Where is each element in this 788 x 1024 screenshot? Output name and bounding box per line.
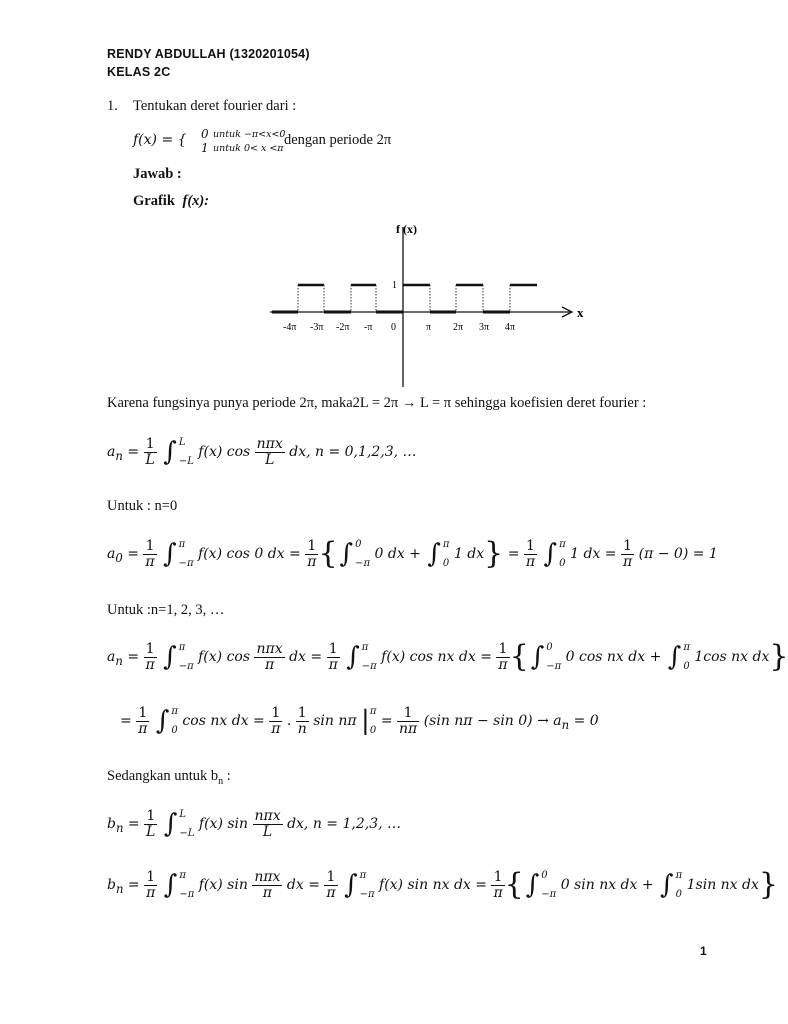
func-lhs: f(x) = { (133, 132, 187, 148)
denominator: π (145, 656, 155, 673)
tick-label: π (426, 322, 432, 333)
denominator: L (262, 823, 273, 840)
lower-limit: 0 (369, 725, 377, 736)
integral-sign: ∫ (346, 642, 360, 672)
lower-limit: 0 (171, 725, 178, 736)
denominator: L (265, 451, 275, 468)
integral-limits (683, 638, 690, 676)
numerator: 1 (397, 706, 419, 722)
integral-limits (179, 535, 194, 573)
integrand-cosnx: f(x) cos nx dx = (381, 649, 492, 665)
tick-label: -π (364, 322, 373, 333)
an-computation-line1 (107, 638, 788, 676)
integral-limits (179, 866, 194, 904)
numerator: 1 (305, 539, 318, 555)
lower-limit: −π (546, 661, 562, 672)
period-text: dengan periode 2π (284, 132, 392, 148)
denominator: π (146, 884, 156, 901)
denominator: n (297, 720, 307, 737)
upper-limit: π (361, 642, 369, 653)
denominator: L (145, 451, 155, 468)
denominator: nπ (399, 720, 418, 737)
an-subscript: n (115, 448, 123, 463)
zero-term: 0 cos nx dx + (565, 649, 662, 665)
lower-limit: −π (178, 558, 194, 569)
fraction-npix-over-L (255, 437, 285, 467)
integral-limits (179, 638, 194, 676)
an-general-formula (107, 433, 417, 471)
class-label: KELAS 2C (107, 65, 171, 79)
jawab-label: Jawab : (133, 166, 182, 182)
integrand-cosnx: cos nx dx = (182, 713, 265, 729)
tick-label: -2π (336, 322, 350, 333)
denominator: π (138, 720, 148, 737)
integrand: f(x) sin (198, 816, 249, 832)
one-term: 1cos nx dx (694, 649, 770, 665)
integral-sign: ∫ (543, 539, 558, 569)
lower-limit: −π (179, 889, 195, 900)
a0-computation (107, 535, 718, 573)
bn-intro-sub: n (218, 775, 224, 787)
a0-subscript: 0 (115, 550, 123, 565)
integral-limits (559, 535, 566, 573)
equals: = (120, 713, 137, 729)
upper-limit: π (369, 706, 377, 717)
numerator: 1 (269, 706, 282, 722)
integrand: f(x) cos (198, 444, 251, 460)
an-result-end: = 0 (569, 713, 599, 729)
denominator: π (622, 553, 633, 570)
integral-sign: ∫ (427, 539, 441, 569)
upper-limit: π (559, 539, 566, 550)
denominator: π (264, 656, 275, 673)
fraction-1-over-pi (324, 870, 337, 900)
bn-intro-end: : (223, 768, 231, 784)
denominator: π (307, 553, 317, 570)
right-brace: } (769, 639, 788, 674)
period-explanation: Karena fungsinya punya periode 2π, maka2L = 2π → L = π sehingga koefisien deret fourier : (107, 395, 647, 411)
zero-term: 0 dx + (374, 546, 421, 562)
integrand: f(x) cos 0 dx = (198, 546, 301, 562)
a-symbol: a (107, 546, 116, 562)
case0-condition: untuk −π<x<0 (213, 129, 286, 140)
denominator: π (328, 656, 338, 673)
integral-sign: ∫ (163, 870, 178, 900)
numerator: nπx (256, 640, 283, 657)
upper-limit: π (683, 642, 690, 653)
integral-limits (443, 535, 450, 573)
numerator: 1 (144, 870, 157, 886)
numerator: 1 (296, 706, 309, 722)
an-result: (sin nπ − sin 0) → a (423, 713, 562, 729)
bn-symbol: b (107, 877, 116, 893)
integral-sign: ∫ (525, 870, 540, 900)
dx-equals: dx = (286, 877, 325, 893)
integral-limits (546, 638, 561, 676)
integral-sign: ∫ (667, 642, 682, 672)
fraction-1-over-pi (269, 706, 282, 736)
equals: = (123, 877, 145, 893)
integral-limits (541, 866, 556, 904)
upper-limit: 0 (541, 870, 548, 881)
lower-limit: 0 (559, 558, 566, 569)
denominator: π (498, 656, 508, 673)
fraction-1-over-npi (397, 706, 419, 736)
fraction-1-over-n (296, 706, 309, 736)
case0-value: 0 (201, 127, 209, 141)
numerator: 1 (327, 642, 340, 658)
case-n0-label: Untuk : n=0 (107, 498, 178, 514)
upper-limit: π (675, 870, 683, 881)
page-number: 1 (700, 944, 707, 958)
integral-limits (355, 535, 370, 573)
problem-number: 1. (107, 98, 118, 114)
integral-sign: ∫ (163, 642, 177, 672)
upper-limit: L (178, 437, 186, 448)
denominator: π (145, 553, 155, 570)
integral-sign: ∫ (163, 809, 178, 839)
integrand: f(x) sin (198, 877, 248, 893)
an-computation-line2 (120, 702, 599, 740)
tick-label: 3π (479, 322, 490, 333)
fraction-1-over-L (144, 437, 157, 467)
numerator: nπx (254, 807, 281, 824)
tick-label: 4π (505, 322, 516, 333)
numerator: 1 (491, 870, 504, 886)
integral-limits (676, 866, 683, 904)
denominator: π (525, 553, 536, 570)
lower-limit: −π (178, 661, 194, 672)
equals: = (122, 444, 144, 460)
numerator: 1 (621, 539, 634, 555)
integrand-sinnx: f(x) sin nx dx = (379, 877, 487, 893)
upper-limit: 0 (355, 539, 362, 550)
grafik-func: f(x): (182, 193, 210, 209)
numerator: 1 (496, 642, 509, 658)
one-term: 1 dx (570, 546, 601, 562)
student-name: RENDY ABDULLAH (1320201054) (107, 47, 310, 61)
grafik-word: Grafik (133, 193, 175, 209)
dx-equals: dx = (289, 649, 327, 665)
square-wave-graph (260, 215, 600, 390)
integral-limits (360, 866, 375, 904)
case1-condition: untuk 0< x <π (213, 143, 284, 154)
upper-limit: π (171, 706, 178, 717)
index-range: dx, n = 0,1,2,3, … (289, 444, 417, 460)
fraction-1-over-pi (305, 539, 318, 569)
integral-limits (362, 638, 377, 676)
zero-term: 0 sin nx dx + (560, 877, 654, 893)
equals: = (376, 713, 398, 729)
case-n-label: Untuk :n=1, 2, 3, … (107, 602, 225, 618)
tick-label: 0 (391, 322, 396, 333)
numerator: 1 (524, 539, 537, 555)
upper-limit: π (178, 539, 186, 550)
integral-sign: ∫ (163, 539, 177, 569)
fraction-1-over-pi (496, 642, 509, 672)
equals: = (503, 546, 524, 562)
case1-value: 1 (201, 141, 209, 155)
numerator: 1 (143, 539, 156, 555)
denominator: π (271, 720, 281, 737)
numerator: 1 (144, 437, 157, 453)
fraction-1-over-pi (144, 870, 157, 900)
numerator: 1 (324, 870, 337, 886)
index-range: dx, n = 1,2,3, … (287, 816, 402, 832)
bn-computation (107, 866, 778, 904)
numerator: 1 (136, 706, 149, 722)
lower-limit: −L (178, 456, 194, 467)
integrand: f(x) cos (198, 649, 251, 665)
lower-limit: −L (179, 828, 195, 839)
bn-subscript: n (115, 820, 124, 835)
right-brace: } (758, 867, 778, 902)
tick-label: -3π (310, 322, 324, 333)
lower-limit: −π (361, 661, 377, 672)
numerator: nπx (254, 868, 281, 885)
y-axis-label: f (x) (396, 222, 417, 236)
lower-limit: 0 (442, 558, 450, 569)
an-subscript: n (561, 717, 570, 732)
upper-limit: π (179, 870, 186, 881)
fraction-npix-over-pi (254, 642, 284, 672)
lower-limit: 0 (675, 889, 682, 900)
numerator: 1 (144, 809, 157, 825)
right-brace: } (484, 536, 504, 571)
fraction-npix-over-pi (252, 870, 282, 900)
fraction-1-over-pi (327, 642, 340, 672)
one-term: 1sin nx dx (686, 877, 759, 893)
a0-result: (π − 0) = 1 (638, 546, 718, 562)
bn-general-formula (107, 805, 401, 843)
equals: = (123, 816, 145, 832)
fraction-1-over-pi (491, 870, 504, 900)
denominator: π (493, 884, 503, 901)
x-tick-labels (283, 322, 515, 333)
upper-limit: π (442, 539, 450, 550)
tick-label: -4π (283, 322, 297, 333)
integral-limits (171, 702, 178, 740)
left-brace: { (504, 867, 524, 902)
integral-sign: ∫ (339, 539, 354, 569)
integral-limits (179, 805, 194, 843)
an-symbol: a (107, 649, 116, 665)
equals: = (122, 546, 144, 562)
dot: . (282, 713, 292, 729)
numerator: 1 (144, 642, 157, 658)
fraction-1-over-pi (143, 539, 156, 569)
fraction-1-over-pi (144, 642, 157, 672)
integral-sign: ∫ (530, 642, 545, 672)
bn-intro (107, 768, 231, 787)
evaluation-bar: | (361, 706, 370, 736)
bn-symbol: b (107, 816, 116, 832)
upper-limit: 0 (546, 642, 553, 653)
fraction-1-over-pi (524, 539, 537, 569)
lower-limit: −π (355, 558, 371, 569)
one-term: 1 dx (453, 546, 485, 562)
equals: = (122, 649, 144, 665)
upper-limit: L (179, 809, 187, 820)
integral-sign: ∫ (163, 437, 177, 467)
integral-sign: ∫ (660, 870, 674, 900)
one-tick-label: 1 (392, 280, 397, 291)
denominator: π (262, 884, 272, 901)
fraction-1-over-L (144, 809, 157, 839)
bn-subscript: n (115, 881, 124, 896)
an-symbol: a (107, 444, 116, 460)
fraction-npix-over-L (253, 809, 283, 839)
bn-intro-text: Sedangkan untuk b (107, 768, 219, 784)
left-brace: { (318, 536, 338, 571)
denominator: π (326, 884, 336, 901)
equals: = (600, 546, 621, 562)
lower-limit: 0 (683, 661, 690, 672)
an-subscript: n (115, 653, 123, 668)
problem-title: Tentukan deret fourier dari : (133, 98, 297, 114)
upper-limit: π (359, 870, 367, 881)
integral-limits (179, 433, 194, 471)
fraction-1-over-pi (136, 706, 149, 736)
left-brace: { (509, 639, 529, 674)
x-axis-label: x (577, 305, 584, 320)
denominator: L (146, 823, 156, 840)
lower-limit: −π (359, 889, 375, 900)
sin-npi: sin nπ (313, 713, 357, 729)
tick-label: 2π (453, 322, 464, 333)
integral-sign: ∫ (344, 870, 358, 900)
lower-limit: −π (541, 889, 557, 900)
numerator: nπx (256, 435, 283, 452)
grafik-label (133, 193, 209, 210)
integral-sign: ∫ (155, 706, 170, 736)
upper-limit: π (178, 642, 186, 653)
jump-lines (298, 285, 510, 312)
fraction-1-over-pi (621, 539, 634, 569)
